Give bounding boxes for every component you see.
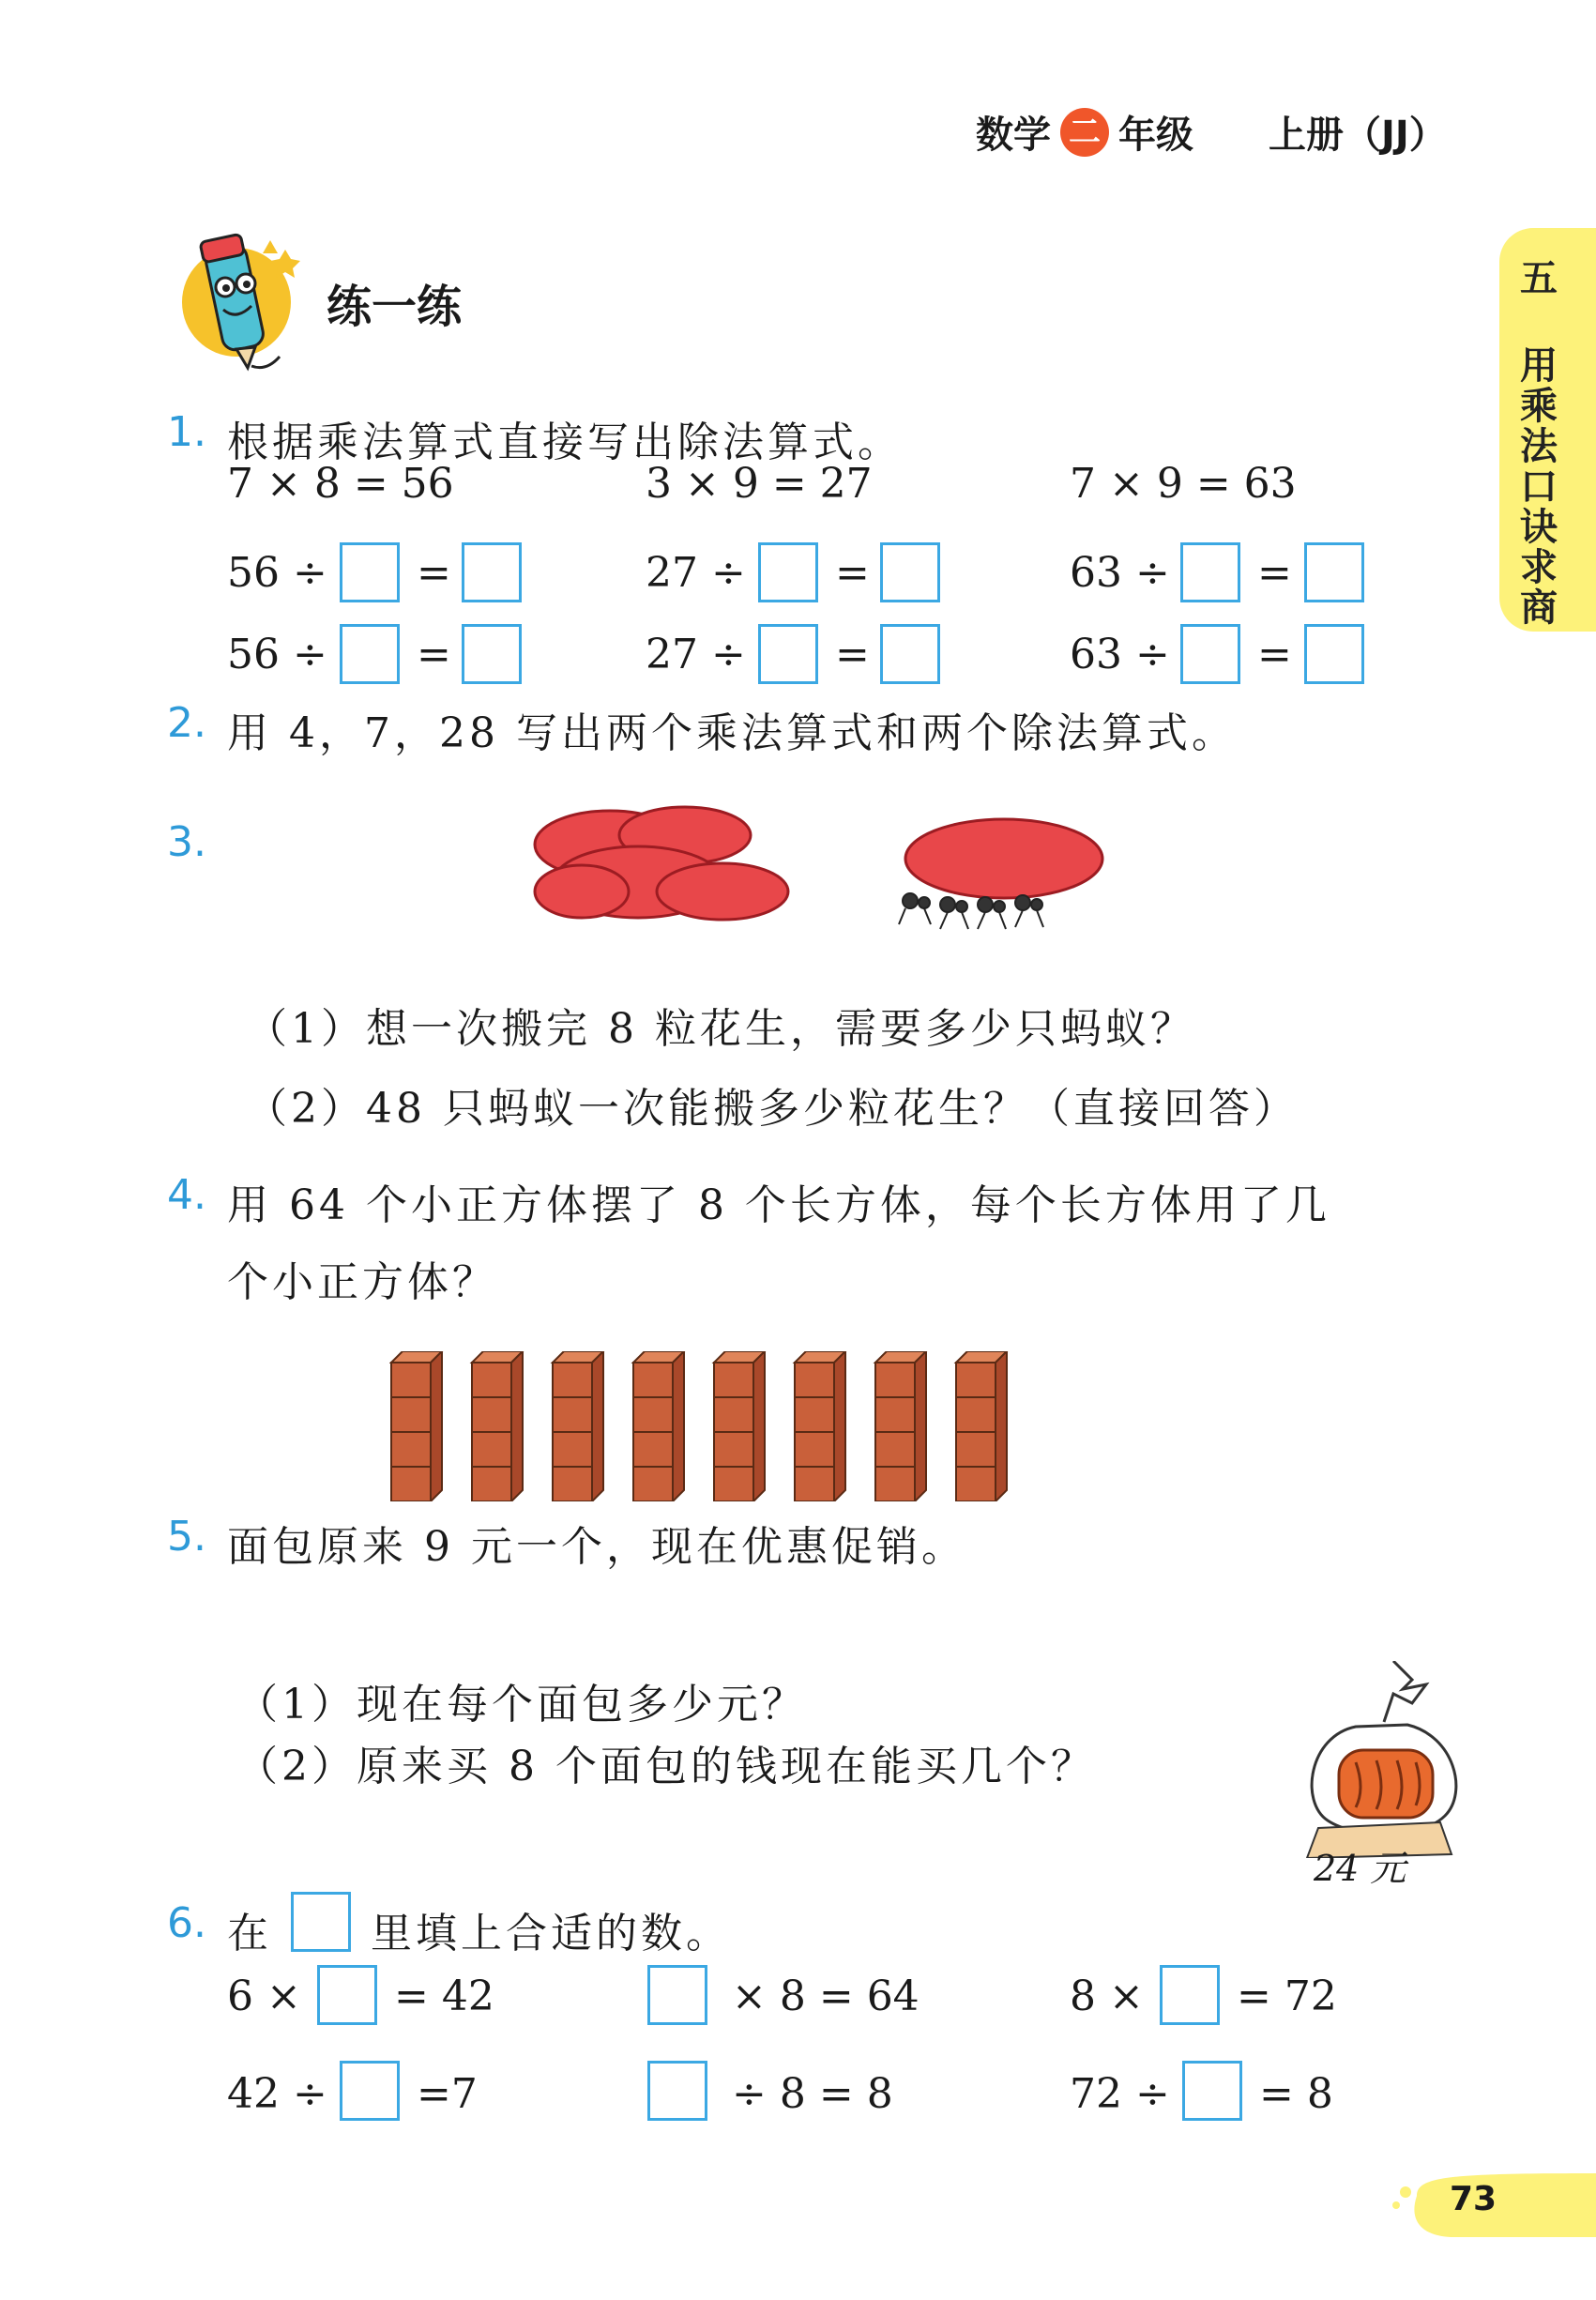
q4-number: 4. [167, 1171, 206, 1219]
q4-line1: 用 64 个小正方体摆了 8 个长方体，每个长方体用了几 [227, 1181, 1330, 1229]
q6-text-b: 里填上合适的数。 [371, 1910, 731, 1957]
side-tab-char: 诀 [1520, 506, 1558, 549]
answer-box[interactable] [340, 542, 400, 602]
q1-equation: 7 × 9 = 63 [1070, 460, 1297, 508]
side-tab-char: 求 [1520, 546, 1558, 589]
q2-text: 用 4，7，28 写出两个乘法算式和两个除法算式。 [227, 709, 1237, 757]
peanut-pile-icon [525, 788, 807, 938]
q1-equation: 3 × 9 = 27 [646, 460, 873, 508]
chapter-side-tab [1499, 228, 1596, 632]
q1-equation: 7 × 8 = 56 [227, 460, 454, 508]
answer-box[interactable] [758, 624, 818, 684]
q6-r1-a-pre: 6 × [227, 1973, 301, 2020]
side-tab-char: 商 [1520, 586, 1558, 630]
q1-number: 1. [167, 408, 206, 456]
q1-div-prefix: 27 ÷ [646, 631, 746, 678]
header-book: 上册（JJ） [1269, 114, 1447, 157]
side-tab-char: 口 [1520, 465, 1558, 509]
answer-box[interactable] [647, 2061, 707, 2121]
q2-number: 2. [167, 699, 206, 747]
side-tab-char: 法 [1520, 425, 1558, 468]
q1-div-prefix: 56 ÷ [227, 549, 327, 597]
q1-text: 根据乘法算式直接写出除法算式。 [227, 419, 903, 466]
q5-sub1: （1）现在每个面包多少元？ [236, 1681, 807, 1729]
answer-box[interactable] [340, 624, 400, 684]
q1-div-prefix: 27 ÷ [646, 549, 746, 597]
answer-box[interactable] [1180, 624, 1240, 684]
side-tab-char: 用 [1520, 344, 1558, 388]
q5-sub2: （2）原来买 8 个面包的钱现在能买几个？ [236, 1743, 1096, 1790]
section-title: 练一练 [327, 281, 463, 333]
answer-box[interactable] [340, 2061, 400, 2121]
answer-box[interactable] [880, 624, 940, 684]
equals-sign: = [417, 549, 451, 597]
header-grade-badge: 二 [1060, 108, 1109, 157]
bread-bag-icon [1300, 1661, 1468, 1858]
answer-box[interactable] [317, 1965, 377, 2025]
answer-box[interactable] [1160, 1965, 1220, 2025]
q6-r2-a-post: =7 [417, 2070, 478, 2118]
q6-r2-b-post: ÷ 8 = 8 [732, 2070, 893, 2118]
answer-box[interactable] [647, 1965, 707, 2025]
q1-div-prefix: 63 ÷ [1070, 549, 1170, 597]
q6-r1-b-post: × 8 = 64 [732, 1973, 920, 2020]
q5-text: 面包原来 9 元一个，现在优惠促销。 [227, 1523, 966, 1571]
answer-box[interactable] [1180, 542, 1240, 602]
q6-number: 6. [167, 1899, 206, 1947]
ants-carrying-peanut-icon [873, 807, 1107, 948]
equals-sign: = [1257, 631, 1292, 678]
page-header [976, 105, 1447, 159]
q4-line2: 个小正方体？ [227, 1258, 497, 1306]
q6-r2-a-pre: 42 ÷ [227, 2070, 327, 2118]
equals-sign: = [417, 631, 451, 678]
q6-r1-a-post: = 42 [394, 1973, 494, 2020]
header-subject: 数学 [976, 114, 1051, 157]
q6-r1-c-pre: 8 × [1070, 1973, 1144, 2020]
answer-box[interactable] [758, 542, 818, 602]
q3-sub2: （2）48 只蚂蚁一次能搬多少粒花生？（直接回答） [246, 1085, 1299, 1133]
q6-r2-c-post: = 8 [1259, 2070, 1333, 2118]
example-box [291, 1892, 351, 1952]
q6-r1-c-post: = 72 [1237, 1973, 1337, 2020]
q3-sub1: （1）想一次搬完 8 粒花生，需要多少只蚂蚁？ [246, 1005, 1195, 1053]
answer-box[interactable] [1182, 2061, 1242, 2121]
pencil-mascot-icon [169, 225, 319, 375]
header-grade-label: 年级 [1118, 114, 1193, 157]
q1-div-prefix: 63 ÷ [1070, 631, 1170, 678]
equals-sign: = [1257, 549, 1292, 597]
answer-box[interactable] [1304, 624, 1364, 684]
q1-div-prefix: 56 ÷ [227, 631, 327, 678]
answer-box[interactable] [462, 542, 522, 602]
price-tag: 24 元 [1314, 1848, 1406, 1889]
equals-sign: = [835, 549, 870, 597]
q6-text-a: 在 [227, 1910, 272, 1957]
equals-sign: = [835, 631, 870, 678]
q5-number: 5. [167, 1513, 206, 1561]
page-number: 73 [1450, 2180, 1497, 2218]
side-tab-char: 五 [1520, 257, 1558, 300]
answer-box[interactable] [462, 624, 522, 684]
answer-box[interactable] [880, 542, 940, 602]
cube-stacks-icon [389, 1351, 1027, 1501]
side-tab-char: 乘 [1520, 385, 1558, 428]
q6-r2-c-pre: 72 ÷ [1070, 2070, 1170, 2118]
q3-number: 3. [167, 818, 206, 866]
answer-box[interactable] [1304, 542, 1364, 602]
